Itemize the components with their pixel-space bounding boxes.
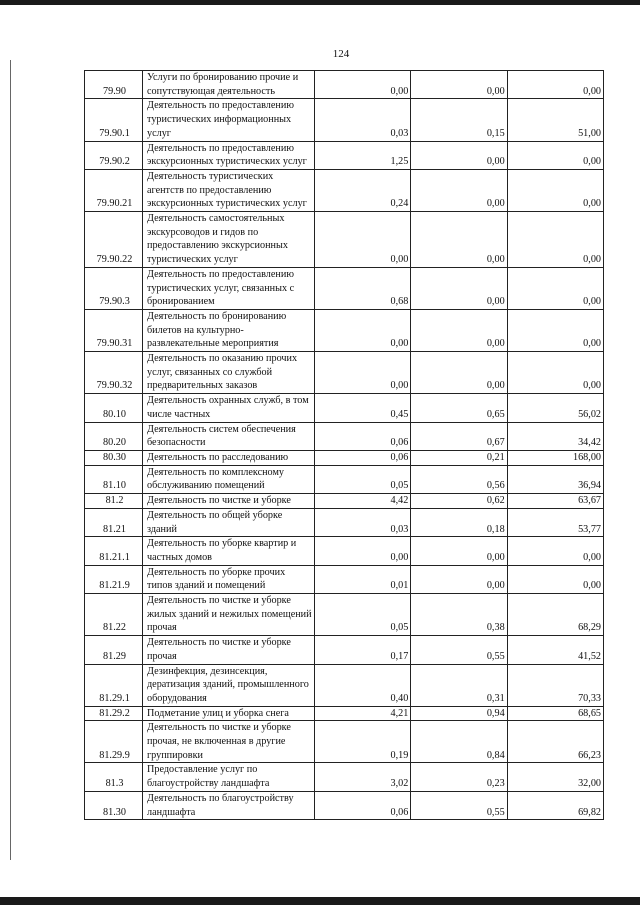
table-row — [85, 594, 604, 636]
activity-code-cell: 81.29 — [85, 636, 143, 664]
table-row — [85, 508, 604, 536]
activity-name-cell: Деятельность по уборке квартир и частных домов — [143, 537, 315, 565]
activity-name-cell: Деятельность по предоставлению туристических услуг, связанных с бронированием — [143, 267, 315, 309]
activity-name-cell: Деятельность по комплексному обслуживанию помещений — [143, 465, 315, 493]
activity-code-cell: 81.29.1 — [85, 664, 143, 706]
value-cell-3: 0,00 — [507, 71, 603, 99]
value-cell-2: 0,21 — [411, 450, 507, 465]
value-cell-3: 68,65 — [507, 706, 603, 721]
activity-code-cell: 80.10 — [85, 394, 143, 422]
table-row — [85, 706, 604, 721]
value-cell-2: 0,31 — [411, 664, 507, 706]
activity-code-cell: 79.90 — [85, 71, 143, 99]
table-row — [85, 169, 604, 211]
value-cell-2: 0,00 — [411, 141, 507, 169]
activity-code-cell: 80.20 — [85, 422, 143, 450]
value-cell-2: 0,55 — [411, 791, 507, 819]
table-row — [85, 791, 604, 819]
value-cell-1: 0,40 — [315, 664, 411, 706]
activity-name-cell: Деятельность по чистке и уборке жилых зданий и нежилых помещений прочая — [143, 594, 315, 636]
activity-name-cell: Деятельность по предоставлению экскурсионных туристических услуг — [143, 141, 315, 169]
activity-code-cell: 79.90.21 — [85, 169, 143, 211]
value-cell-3: 41,52 — [507, 636, 603, 664]
table-row — [85, 422, 604, 450]
activity-code-cell: 81.10 — [85, 465, 143, 493]
value-cell-2: 0,00 — [411, 169, 507, 211]
value-cell-3: 32,00 — [507, 763, 603, 791]
activity-name-cell: Услуги по бронированию прочие и сопутствующая деятельность — [143, 71, 315, 99]
value-cell-2: 0,84 — [411, 721, 507, 763]
activity-code-cell: 81.21 — [85, 508, 143, 536]
activity-name-cell: Деятельность по уборке прочих типов зданий и помещений — [143, 565, 315, 593]
value-cell-3: 66,23 — [507, 721, 603, 763]
table-row — [85, 141, 604, 169]
value-cell-3: 69,82 — [507, 791, 603, 819]
value-cell-1: 4,42 — [315, 494, 411, 509]
value-cell-2: 0,62 — [411, 494, 507, 509]
value-cell-1: 0,00 — [315, 71, 411, 99]
activity-name-cell: Деятельность по общей уборке зданий — [143, 508, 315, 536]
value-cell-3: 36,94 — [507, 465, 603, 493]
table-row — [85, 99, 604, 141]
activity-name-cell: Деятельность по расследованию — [143, 450, 315, 465]
value-cell-1: 3,02 — [315, 763, 411, 791]
value-cell-3: 0,00 — [507, 169, 603, 211]
activity-name-cell: Деятельность по предоставлению туристических информационных услуг — [143, 99, 315, 141]
activity-code-cell: 81.22 — [85, 594, 143, 636]
table-body — [85, 71, 604, 820]
value-cell-2: 0,00 — [411, 267, 507, 309]
table-row — [85, 537, 604, 565]
value-cell-1: 0,45 — [315, 394, 411, 422]
value-cell-3: 0,00 — [507, 352, 603, 394]
value-cell-2: 0,56 — [411, 465, 507, 493]
table-row — [85, 465, 604, 493]
value-cell-3: 0,00 — [507, 309, 603, 351]
value-cell-1: 0,00 — [315, 537, 411, 565]
activity-code-cell: 81.29.9 — [85, 721, 143, 763]
activity-code-cell: 79.90.32 — [85, 352, 143, 394]
value-cell-1: 0,03 — [315, 99, 411, 141]
table-row — [85, 71, 604, 99]
activity-name-cell: Деятельность по чистке и уборке — [143, 494, 315, 509]
value-cell-2: 0,00 — [411, 71, 507, 99]
value-cell-3: 0,00 — [507, 565, 603, 593]
activity-code-cell: 79.90.2 — [85, 141, 143, 169]
value-cell-1: 0,00 — [315, 309, 411, 351]
activity-code-cell: 81.30 — [85, 791, 143, 819]
table-row — [85, 394, 604, 422]
value-cell-1: 0,17 — [315, 636, 411, 664]
value-cell-1: 1,25 — [315, 141, 411, 169]
activity-code-cell: 81.3 — [85, 763, 143, 791]
scan-edge-top — [0, 0, 640, 5]
activity-name-cell: Деятельность по чистке и уборке прочая, не включенная в другие группировки — [143, 721, 315, 763]
value-cell-3: 53,77 — [507, 508, 603, 536]
value-cell-1: 0,00 — [315, 212, 411, 268]
value-cell-1: 0,68 — [315, 267, 411, 309]
activity-code-cell: 81.21.9 — [85, 565, 143, 593]
table-row — [85, 267, 604, 309]
activity-code-cell: 79.90.22 — [85, 212, 143, 268]
value-cell-2: 0,00 — [411, 537, 507, 565]
value-cell-1: 0,24 — [315, 169, 411, 211]
activity-code-cell: 79.90.3 — [85, 267, 143, 309]
value-cell-1: 0,05 — [315, 465, 411, 493]
activity-code-cell: 79.90.31 — [85, 309, 143, 351]
value-cell-3: 0,00 — [507, 537, 603, 565]
activity-name-cell: Деятельность систем обеспечения безопасности — [143, 422, 315, 450]
value-cell-3: 0,00 — [507, 267, 603, 309]
activity-name-cell: Дезинфекция, дезинсекция, дератизация зданий, промышленного оборудования — [143, 664, 315, 706]
value-cell-1: 0,00 — [315, 352, 411, 394]
activity-name-cell: Подметание улиц и уборка снега — [143, 706, 315, 721]
activity-name-cell: Деятельность по бронированию билетов на культурно-развлекательные мероприятия — [143, 309, 315, 351]
value-cell-1: 0,03 — [315, 508, 411, 536]
table-row — [85, 450, 604, 465]
activity-name-cell: Деятельность по благоустройству ландшафта — [143, 791, 315, 819]
table-row — [85, 494, 604, 509]
value-cell-2: 0,15 — [411, 99, 507, 141]
data-table — [84, 70, 604, 820]
value-cell-2: 0,94 — [411, 706, 507, 721]
value-cell-3: 68,29 — [507, 594, 603, 636]
value-cell-2: 0,23 — [411, 763, 507, 791]
value-cell-2: 0,67 — [411, 422, 507, 450]
scan-edge-left — [10, 60, 11, 860]
value-cell-2: 0,00 — [411, 212, 507, 268]
activity-code-cell: 81.29.2 — [85, 706, 143, 721]
activity-name-cell: Деятельность охранных служб, в том числе частных — [143, 394, 315, 422]
activity-name-cell: Предоставление услуг по благоустройству ландшафта — [143, 763, 315, 791]
value-cell-2: 0,00 — [411, 565, 507, 593]
value-cell-1: 0,05 — [315, 594, 411, 636]
value-cell-1: 0,06 — [315, 450, 411, 465]
page-number: 124 — [332, 48, 350, 60]
table-row — [85, 309, 604, 351]
value-cell-2: 0,55 — [411, 636, 507, 664]
table-row — [85, 352, 604, 394]
activity-name-cell: Деятельность по оказанию прочих услуг, связанных со службой предварительных заказов — [143, 352, 315, 394]
value-cell-3: 0,00 — [507, 141, 603, 169]
activity-code-cell: 79.90.1 — [85, 99, 143, 141]
table-row — [85, 763, 604, 791]
activity-name-cell: Деятельность самостоятельных экскурсоводов и гидов по предоставлению экскурсионных туристических услуг — [143, 212, 315, 268]
value-cell-3: 56,02 — [507, 394, 603, 422]
activity-name-cell: Деятельность по чистке и уборке прочая — [143, 636, 315, 664]
activity-code-cell: 80.30 — [85, 450, 143, 465]
value-cell-1: 0,06 — [315, 791, 411, 819]
table-row — [85, 565, 604, 593]
value-cell-3: 168,00 — [507, 450, 603, 465]
value-cell-1: 0,19 — [315, 721, 411, 763]
value-cell-3: 70,33 — [507, 664, 603, 706]
value-cell-1: 0,06 — [315, 422, 411, 450]
value-cell-2: 0,38 — [411, 594, 507, 636]
activity-name-cell: Деятельность туристических агентств по предоставлению экскурсионных туристических услуг — [143, 169, 315, 211]
activity-code-cell: 81.21.1 — [85, 537, 143, 565]
value-cell-3: 34,42 — [507, 422, 603, 450]
value-cell-2: 0,65 — [411, 394, 507, 422]
value-cell-3: 0,00 — [507, 212, 603, 268]
scan-edge-bottom — [0, 897, 640, 905]
activity-code-cell: 81.2 — [85, 494, 143, 509]
value-cell-2: 0,00 — [411, 309, 507, 351]
value-cell-1: 0,01 — [315, 565, 411, 593]
value-cell-3: 51,00 — [507, 99, 603, 141]
value-cell-2: 0,00 — [411, 352, 507, 394]
table-row — [85, 636, 604, 664]
value-cell-2: 0,18 — [411, 508, 507, 536]
table-row — [85, 664, 604, 706]
table-row — [85, 212, 604, 268]
value-cell-3: 63,67 — [507, 494, 603, 509]
table-row — [85, 721, 604, 763]
value-cell-1: 4,21 — [315, 706, 411, 721]
